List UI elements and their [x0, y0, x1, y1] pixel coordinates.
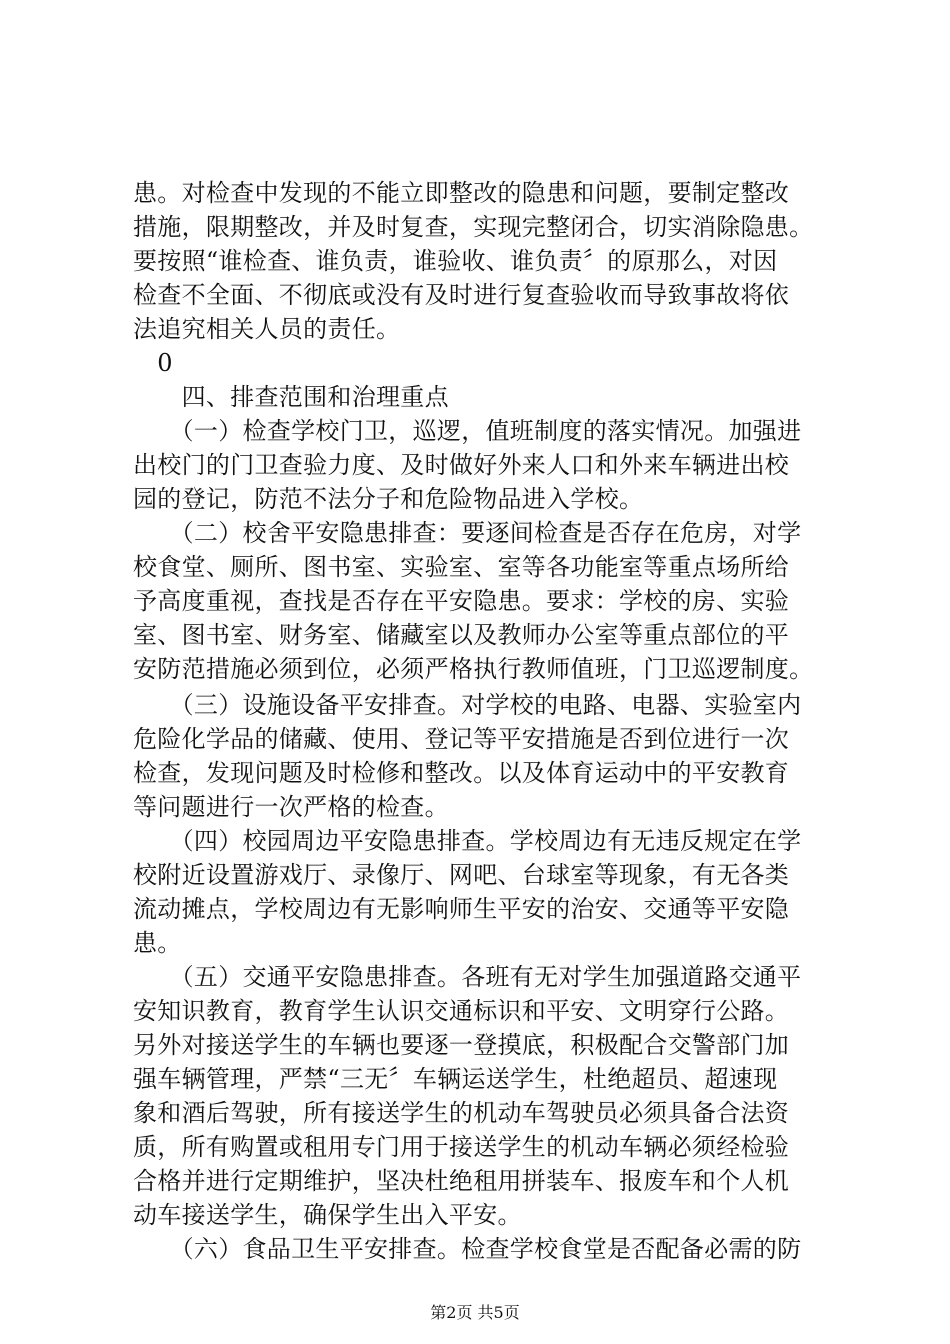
- text-line: （一）检查学校门卫，巡逻，值班制度的落实情况。加强进: [133, 417, 802, 445]
- text-line: 强车辆管理，严禁“三无〞车辆运送学生，杜绝超员、超速现: [133, 1065, 778, 1093]
- text-line: （四）校园周边平安隐患排查。学校周边有无违反规定在学: [133, 827, 802, 855]
- text-line: 安知识教育，教育学生认识交通标识和平安、文明穿行公路。: [133, 997, 790, 1025]
- text-line: 安防范措施必须到位，必须严格执行教师值班，门卫巡逻制度。: [133, 655, 814, 683]
- text-line: 措施，限期整改，并及时复查，实现完整闭合，切实消除隐患。: [133, 213, 814, 241]
- text-line: （二）校舍平安隐患排查：要逐间检查是否存在危房，对学: [133, 519, 802, 547]
- text-line: 患。对检查中发现的不能立即整改的隐患和问题，要制定整改: [133, 179, 790, 207]
- text-line: 校附近设置游戏厅、录像厅、网吧、台球室等现象，有无各类: [133, 861, 790, 889]
- text-line: 出校门的门卫查验力度、及时做好外来人口和外来车辆进出校: [133, 451, 790, 479]
- text-line: 质，所有购置或租用专门用于接送学生的机动车辆必须经检验: [133, 1133, 790, 1161]
- text-line: 另外对接送学生的车辆也要逐一登摸底，积极配合交警部门加: [133, 1031, 790, 1059]
- text-line: 流动摊点，学校周边有无影响师生平安的治安、交通等平安隐: [133, 895, 790, 923]
- text-line: 法追究相关人员的责任。: [133, 315, 401, 343]
- text-line: 要按照“谁检查、谁负责，谁验收、谁负责〞的原那么，对因: [133, 247, 778, 275]
- text-line: 检查，发现问题及时检修和整改。以及体育运动中的平安教育: [133, 759, 790, 787]
- text-line: 0: [133, 349, 173, 377]
- text-line: 检查不全面、不彻底或没有及时进行复查验收而导致事故将依: [133, 281, 790, 309]
- page-footer: 第2页 共5页: [430, 1303, 520, 1322]
- text-line: 园的登记，防范不法分子和危险物品进入学校。: [133, 485, 644, 513]
- text-line: 合格并进行定期维护，坚决杜绝租用拼装车、报废车和个人机: [133, 1167, 790, 1195]
- text-line: 患。: [133, 929, 182, 957]
- text-line: （五）交通平安隐患排查。各班有无对学生加强道路交通平: [133, 963, 802, 991]
- text-line: （六）食品卫生平安排查。检查学校食堂是否配备必需的防: [133, 1235, 802, 1263]
- text-line: 动车接送学生，确保学生出入平安。: [133, 1201, 522, 1229]
- text-line: 危险化学品的储藏、使用、登记等平安措施是否到位进行一次: [133, 725, 790, 753]
- text-line: 予高度重视，查找是否存在平安隐患。要求：学校的房、实验: [133, 587, 790, 615]
- text-line: 校食堂、厕所、图书室、实验室、室等各功能室等重点场所给: [133, 553, 790, 581]
- text-line: 象和酒后驾驶，所有接送学生的机动车驾驶员必须具备合法资: [133, 1099, 790, 1127]
- text-line: 等问题进行一次严格的检查。: [133, 793, 449, 821]
- text-line: 室、图书室、财务室、储藏室以及教师办公室等重点部位的平: [133, 621, 790, 649]
- text-line: （三）设施设备平安排查。对学校的电路、电器、实验室内: [133, 691, 802, 719]
- section-heading: 四、排查范围和治理重点: [133, 383, 449, 411]
